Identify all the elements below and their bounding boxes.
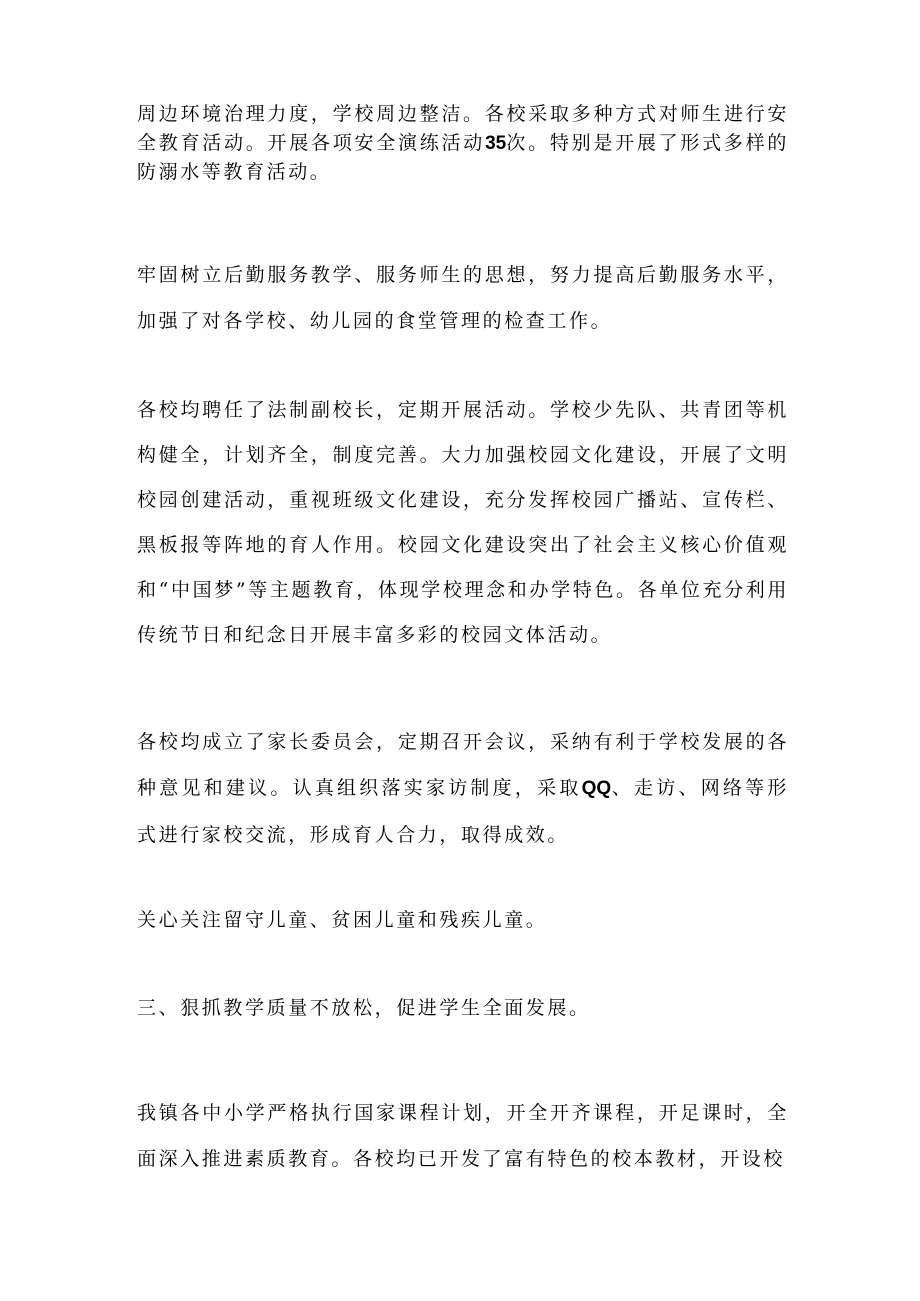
paragraph-text: 周边环境治理力度，学校周边整洁。各校采取多种方式对师生进行安全教育活动。开展各项安全演练活动: [137, 103, 789, 154]
drill-count: 35: [485, 133, 507, 154]
paragraph-text: 各校均聘任了法制副校长，定期开展活动。学校少先队、共青团等机构健全，计划齐全，制度完善。大力加强校园文化建设，开展了文明校园创建活动，重视班级文化建设，充分发挥校园广播站、宣传栏、黑板报等阵地的育人作用。校园文化建设突出了社会主义核心价值观和“中国梦”等主题教育，体现学校理念和办学特色。各单位充分利用传统节日和纪念日开展丰富多彩的校园文体活动。: [137, 399, 789, 646]
paragraph-curriculum: [137, 1090, 789, 1182]
paragraph-campus-culture: [137, 388, 789, 658]
paragraph-text: 牢固树立后勤服务教学、服务师生的思想，努力提高后勤服务水平，加强了对各学校、幼儿园的食堂管理的检查工作。: [137, 264, 789, 332]
paragraph-text: 次。特别是开展了形式多样的防溺水等教育活动。: [137, 132, 789, 183]
paragraph-left-behind-children: [137, 900, 789, 940]
heading-text: 三、狠抓教学质量不放松，促进学生全面发展。: [137, 997, 591, 1019]
paragraph-parent-committee: [137, 719, 789, 858]
qq-label: QQ: [581, 778, 612, 799]
section-heading-teaching-quality: [137, 988, 789, 1028]
paragraph-text: 关心关注留守儿童、贫困儿童和残疾儿童。: [137, 909, 548, 931]
paragraph-safety-education: [137, 100, 789, 187]
paragraph-text: 各校均成立了家长委员会，定期召开会议，采纳有利于学校发展的各种意见和建议。认真组织落实家访制度，采取: [137, 731, 789, 799]
paragraph-logistics: [137, 252, 789, 344]
paragraph-text: 、走访、网络等形式进行家校交流，形成育人合力，取得成效。: [137, 777, 789, 846]
paragraph-text: 我镇各中小学严格执行国家课程计划，开全开齐课程，开足课时，全面深入推进素质教育。各校均已开发了富有特色的校本教材，开设校: [137, 1102, 789, 1170]
